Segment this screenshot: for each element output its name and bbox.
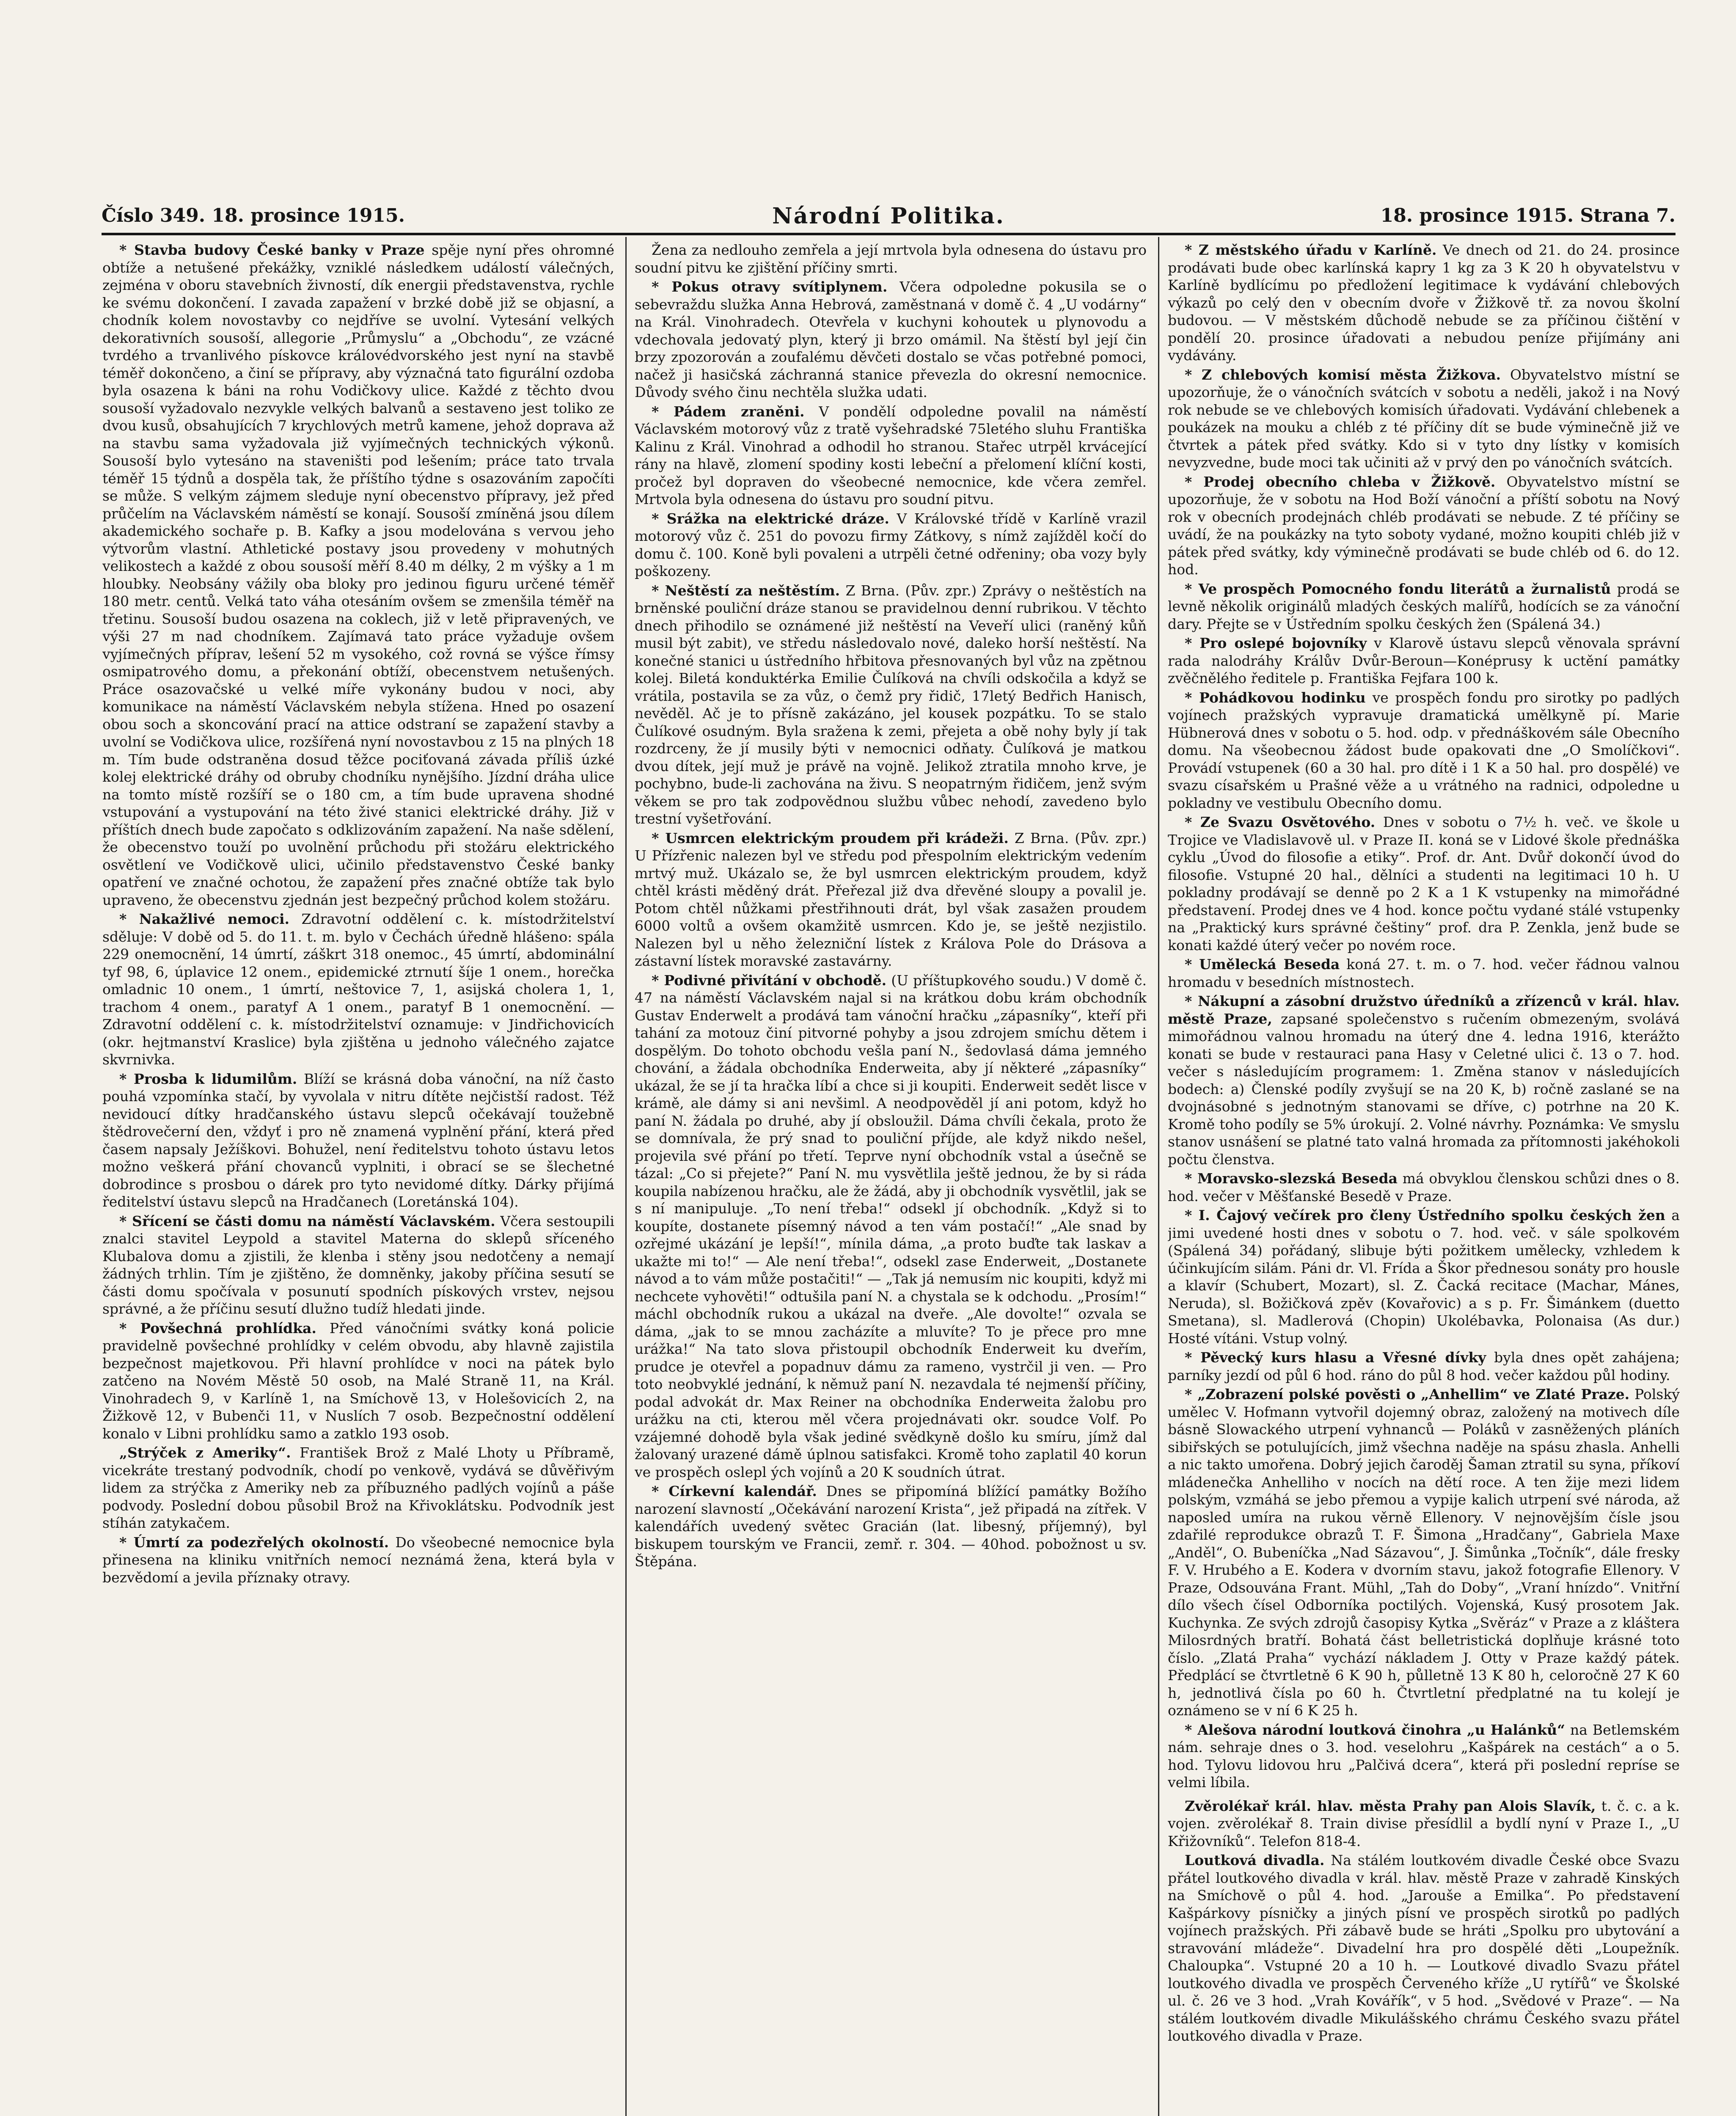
article-heading: * Umělecká Beseda — [1185, 956, 1340, 973]
column-2 — [635, 241, 1147, 2116]
article-text: zapsané společenstvo s ručením obmezeným, svolává mimořádnou valnou hromadu na úterý dne 4. ledna 1916, kterážto konati se bude v restauraci pana Hasy v Celetné ulici č. 13 o 7. hod. večer s následujícím programem: 1. Změna stanov v následujících bodech: a) Členské podíly zvyšují se na 20 K, b) ročně zaslané se na dvojnásobné s jednotným stanovami se dříve, c) potrhne na 20 K. Kromě toho podíly se 5% úrokují. 2. Volné návrhy. Poznámka: Ve smyslu stanov usnášení se platné tato valná hromada za přítomnosti jakéhokoli počtu členstva. — [1168, 1010, 1680, 1168]
article-text: Dnes v sobotu o 7½ h. več. ve škole u Trojice ve Vladislavově ul. v Praze II. koná se v Lidové škole přednáška cyklu „Úvod do filosofie a etiky“. Prof. dr. Ant. Dvůř dokončí úvod do filosofie. Vstupné 20 hal., dělníci a studenti na legitimaci 10 h. U pokladny prodávají se denně po 2 K a 1 K vstupenky na mimořádné představení. Prodej dnes ve 4 hod. konce počtu vydané stálé vstupenky na „Praktický kurs správné češtiny“ prof. dra P. Zenkla, jenž bude se konati každé úterý večer po novém roce. — [1168, 814, 1680, 953]
column-separator — [625, 237, 627, 2116]
article-text: prodá se levně několik originálů mladých českých malířů, hodících se za vánoční dary. Přejte se v Ústředním spolku českých žen (Spálená 34.) — [1168, 580, 1680, 632]
article-text: Před vánočními svátky koná policie pravidelně povšechné prohlídky v celém obvodu, aby hlavně zajistila bezpečnost majetkovou. Při hlavní prohlídce v noci na pátek bylo zatčeno na Novém Městě 50 osob, na Malé Straně 11, na Král. Vinohradech 9, v Karlíně 1, na Smíchově 13, v Holešovicích 2, na Žižkově 12, v Bubenči 11, v Nuslích 7 osob. Bezpečnostní oddělení konalo v Libni prohlídku samo a zatklo 193 osob. — [102, 1320, 614, 1442]
article — [102, 1444, 614, 1532]
article-text: na Betlemském nám. sehraje dnes o 3. hod. veselohru „Kašpárek na cestách“ a o 5. hod. Tylovu lidovou hru „Palčivá dcera“, která při poslední repríse se velmi líbila. — [1168, 1721, 1680, 1791]
article-text: Zdravotní oddělení c. k. místodržitelství sděluje: V době od 5. do 11. t. m. bylo v Čechách úředně hlášeno: spála 229 onemocnění, 14 úmrtí, záškrt 318 onemoc., 45 úmrtí, abdominální tyf 98, 6, úplavice 12 onem., epidemické ztrnutí šíje 1 onem., horečka omladnic 10 onem., 1 úmrtí, neštovice 7, 1, asijská cholera 1, 1, trachom 4 onem., paratyf A 1 onem., paratyf B 1 onemocnění. — Zdravotní oddělení c. k. místodržitelství oznamuje: v Jindřichovicích (okr. hejtmanství Kraslice) byla zjištěna u jednoho válečného zajatce skvrnivka. — [102, 911, 614, 1068]
article-text: Žena za nedlouho zemřela a její mrtvola byla odnesena do ústavu pro soudní pitvu ke zjištění příčiny smrti. — [635, 242, 1147, 276]
article — [1168, 1386, 1680, 1719]
article-text: Ve dnech od 21. do 24. prosince prodávati bude obec karlínská kapry 1 kg za 3 K 20 h obyvatelstvu v Karlíně bydlícímu po předložení legitimace k vydávání chlebových výkazů po celý den v obecním dvoře v Žižkově tř. za novou školní budovou. — V městském důchodě nebude se za příčinou čištění v pondělí 20. prosince úřadovati a nebudou peníze přijímány ani vydávány. — [1168, 242, 1680, 364]
article-text: byla dnes opět zahájena; parníky jezdí od půl 6 hod. ráno do půl 8 hod. večer každou půl hodiny. — [1168, 1349, 1680, 1383]
notice-heading: Loutková divadla. — [1185, 1852, 1325, 1868]
article-text: Dnes se připomíná blížící památky Božího narození slavností „Očekávání narození Krista“, jež připadá na zítřek. V kalendářích uvedený světec Gracián (lat. libesný, příjemný), byl biskupem tourským ve Francii, zemř. r. 304. — 40hod. pobožnost u sv. Štěpána. — [635, 1483, 1147, 1570]
column-separator — [1158, 237, 1159, 2116]
article-text: Včera sestoupili znalci stavitel Leypold a stavitel Materna do sklepů sříceného Klubalova domu a zjistili, že klenba i stěny jsou nedotčeny a nemají žádných trhlin. Tím je zjištěno, že domněnky, jakoby příčina sesutí se části domu spočívala v posunutí spodních pískových vrstev, nejsou správné, a že příčinu sesutí dlužno tudíž hledati jinde. — [102, 1212, 614, 1317]
article — [1168, 1721, 1680, 1791]
article — [1168, 813, 1680, 954]
article-heading: * Pokus otravy svítiplynem. — [652, 278, 888, 295]
article-heading: * Prosba k lidumilům. — [119, 1070, 297, 1087]
article — [635, 829, 1147, 970]
article — [1168, 689, 1680, 812]
article — [635, 403, 1147, 508]
newspaper-title: Národní Politika. — [772, 203, 1005, 229]
article-text: František Brož z Malé Lhoty u Příbramě, vicekráte trestaný podvodník, chodí po venkově, vydává se důvěřivým lidem za strýčka z Ameriky neb za příbuzného padlých vojínů a páše podvody. Poslední dobou působil Brož na Křivoklátsku. Podvodník jest stíhán zatykačem. — [102, 1444, 614, 1531]
column-3 — [1168, 241, 1680, 2116]
article-heading: * Usmrcen elektrickým proudem při krádeži. — [652, 829, 1009, 846]
article — [1168, 241, 1680, 364]
article — [635, 972, 1147, 1481]
article-heading: „Strýček z Ameriky“. — [119, 1444, 291, 1461]
article-heading: * I. Čajový večírek pro členy Ústředního spolku českých žen — [1185, 1207, 1665, 1223]
header-rule — [102, 233, 1675, 235]
article-text: Obyvatelstvo místní se upozorňuje, že o vánočních svátcích v sobotu a neděli, jakož i na Nový rok nebude se ve chlebových komisích úřadovati. Vydávání chlebenek a poukázek na mouku a chléb z té příčiny dít se bude výminečně již ve čtvrtek a pátek před svátky. Kdo si v tyto dny lístky v komisích nevyzvedne, bude moci tak učiniti až v prvý den po vánočních svátcích. — [1168, 366, 1680, 471]
article — [1168, 1170, 1680, 1205]
article-text: V Královské třídě v Karlíně vrazil motorový vůz č. 251 do povozu firmy Zátkovy, s nímž zajížděl kočí do domu č. 100. Koně byli povaleni a utrpěli četné odřeniny; oba vozy byly poškozeny. — [635, 510, 1147, 579]
article-heading: * Podivné přivítání v obchodě. — [652, 972, 887, 989]
article-text: spěje nyní přes ohromné obtíže a netušené překážky, vzniklé následkem událostí válečných, zejména v oboru stavebních živností, dík energii představenstva, rychle ke svému dokončení. I zavada zapažení v brzké době již se objasní, a chodník kolem novostavby co nejdříve se uvolní. Vytesání velkých dekorativních sousoší, allegorie „Průmyslu“ a „Obchodu“, ze vzácné tvrdého a trvanlivého pískovce královédvorského jest nyní na stavbě téměř dokončeno, a činí se přípravy, aby význačná tato figurální ozdoba byla osazena k báni na rohu Vodičkovy ulice. Každé z těchto dvou sousoší vyžadovalo nezvykle velkých balvanů a sestaveno jest toliko ze dvou kusů, obsahujících 7 krychlových metrů kamene, jehož doprava až na stavbu sama vyžadovala již vyjímečných technických výkonů. Sousoší bylo vytesáno na staveništi pod lešením; práce tato trvala téměř 15 týdnů a dospěla tak, že příštího týdne s osazováním započíti se může. S velkým zájmem sleduje nyní obecenstvo přípravy, jež před průčelím na Václavském náměstí se konají. Sousoší zmíněná jsou dílem akademického sochaře p. B. Kafky a jsou modelována s vervou jeho výtvorům vlastní. Athletické postavy jsou provedeny v mohutných velikostech a každé z obou sousoší měří 8.40 m délky, 2 m výšky a 1 m hloubky. Neobsány vážily oba bloky pro jedinou figuru určené téměř 180 metr. centů. Velká tato váha otesáním ovšem se zmenšila téměř na třetinu. Sousoší budou osazena na coklech, již v letě připravených, ve výši 27 m nad chodníkem. Zajímavá tato práce vyžaduje ovšem vyjímečných příprav, lešení 52 m vysokého, což rovná se výšce římsy osmipatrového domu, a překonání obtíží, obecenstvem netušených. Práce osazovačské u velké míře vykonány budou v noci, aby komunikace na náměstí Václavském nebyla stížena. Hned po osazení obou soch a skoncování prací na attice odstraní se zapažení stavby a uvolní se Vodičkova ulice, rozšířená nyní novostavbou z 15 na plných 18 m. Tím bude odstraněna dosud těžce pociťovaná závada příliš úzké kolej elektrické dráhy od obruby chodníku nynějšího. Jízdní dráha ulice na tomto místě rozšíří se o 180 cm, a tím bude upravena shodné vstupování a vystupování na této živé stanici elektrické dráhy. Již v příštích dnech bude započato s odklizováním zapažení. Na naše sdělení, že obecenstvo touží po uvolnění průchodu při stožáru elektrického osvětlení ve Vodičkově ulici, učinilo představenstvo České banky opatření ve značné ochotou, že zapažení přes značné obtíže tak bylo upraveno, že obecenstvu zjednán jest bezpečný průchod kolem stožáru. — [102, 242, 614, 908]
article — [1168, 1349, 1680, 1384]
article-heading: * Pádem zraněni. — [652, 403, 805, 420]
article — [102, 1534, 614, 1587]
article — [102, 241, 614, 909]
article — [635, 1482, 1147, 1570]
article — [635, 510, 1147, 580]
article — [1168, 580, 1680, 633]
article-heading: * Sřícení se části domu na náměstí Václavském. — [119, 1212, 495, 1229]
article-heading: * Nakažlivé nemoci. — [119, 911, 290, 927]
article — [635, 241, 1147, 276]
date-page-number: 18. prosince 1915. Strana 7. — [1380, 205, 1675, 226]
article-text: Polský umělec V. Hofmann vytvořil dojemný obraz, založený na motivech díle básně Slowackého utrpení vyhnanců — Poláků v zasněžených pláních sibiřských se potulujících, jimž všechna naděje na spásu zhasla. Anhelli a nic takto umořena. Dobrý jejich čaroděj Šaman ztratil su syna, příkoví mládenečka Anhelliho v nocích na dětí roce. A ten žije mezi lidem polským, vzmáhá se jebo přemou a vypije kalich utrpení své národa, až naposled umíra na rukou věrně Ellenory. V nejnovějším čísle jsou zdařilé reprodukce obrazů T. F. Šimona „Hradčany“, Gabriela Maxe „Anděl“, O. Bubeníčka „Nad Sázavou“, J. Šimůnka „Točník“, dále fresky F. V. Hrubého a E. Kodera v dvorním stavu, jakož fotografie Ellenory. V Praze, Odsouvána Frant. Mühl, „Tah do Doby“, „Vraní hnízdo“. Vnitřní dílo všech čísel Odborníka poctilých. Vojenská, Kusý prosotem Jak. Kuchynka. Ze svých zdrojů časopisy Kytka „Svěráz“ v Praze a z kláštera Milosrdných bratří. Bohatá část belletristická doplňuje krásné toto číslo. „Zlatá Praha“ vychází nákladem J. Otty v Praze každý pátek. Předplácí se čtvrtletně 6 K 90 h, půlletně 13 K 80 h, celoročně 27 K 60 h, jednotlivá čísla po 60 h. Čtvrtletní předplatné na tu kolejí je oznámeno se v ní 6 K 25 h. — [1168, 1386, 1680, 1719]
notice-text: t. č. c. a k. vojen. zvěrolékař 8. Train divise přesídlil a bydlí nyní v Praze I., „U Křižovníků“. Telefon 818-4. — [1168, 1797, 1680, 1849]
article-heading: * Pěvecký kurs hlasu a Vřesné dívky — [1185, 1349, 1486, 1366]
article — [635, 278, 1147, 401]
article-text: Obyvatelstvo místní se upozorňuje, že v sobotu na Hod Boží vánoční a příští sobotu na Nový rok v obecních prodejnách chléb prodávati se nebude. Z té příčiny se uvádí, že na poukázky na tyto soboty vydané, možno koupiti chléb již v pátek před svátky, kdy výminečně prodávati se bude chléb od 6. do 12. hod. — [1168, 473, 1680, 578]
article — [102, 1212, 614, 1318]
article-heading: * Stavba budovy České banky v Praze — [119, 242, 425, 258]
article-heading: * Z městského úřadu v Karlíně. — [1185, 242, 1437, 258]
article-text: v Klarově ústavu slepců věnovala správní rada nalodráhy Králův Dvůr-Beroun—Konéprusy k uctění památky zvěčnělého ředitele p. Františka Fejfara 100 k. — [1168, 635, 1680, 686]
article-text: ve prospěch fondu pro sirotky po padlých vojínech pražských vypravuje dramatická umělkyně pí. Marie Hübnerová dnes v sobotu o 5. hod. odp. v přednáškovém sále Obecního domu. Na všeobecnou žádost bude opakovati dne „O Smolíčkovi“. Provádí vstupenek (60 a 30 hal. pro dítě i 1 K a 50 hal. pro dospělé) ve svazu císařském u Prašné věže a u vrátného na radnici, odpoledne u pokladny ve vestibulu Obecního domu. — [1168, 689, 1680, 811]
article-heading: * Prodej obecního chleba v Žižkově. — [1185, 473, 1496, 490]
article-text: Do všeobecné nemocnice byla přinesena na kliniku vnitřních nemocí neznámá žena, která byla v bezvědomí a jevila příznaky otravy. — [102, 1534, 614, 1586]
article-heading: * Alešova národní loutková činohra „u Halánků“ — [1185, 1721, 1565, 1738]
article — [1168, 992, 1680, 1168]
notice-heading: Zvěrolékař král. hlav. města Prahy pan Alois Slavík, — [1185, 1797, 1596, 1814]
article-heading: * Pohádkovou hodinku — [1185, 689, 1366, 706]
article — [102, 910, 614, 1069]
article — [102, 1320, 614, 1443]
article-text: Včera odpoledne pokusila se o sebevraždu služka Anna Hebrová, zaměstnaná v domě č. 4 „U vodárny“ na Král. Vinohradech. Otevřela v kuchyni kohoutek u plynovodu a vdechovala jedovatý plyn, který ji brzo omámil. Na štěstí byl její čin brzy zpozorován a zoufalému děvčeti dostalo se včas potřebné pomoci, načež ji hasičská záchranná stanice převezla do okresní nemocnice. Důvody svého činu nechtěla služka udati. — [635, 278, 1147, 400]
article-text: koná 27. t. m. o 7. hod. večer řádnou valnou hromadu v besedních místnostech. — [1168, 956, 1680, 990]
article-heading: * Pro oslepé bojovníky — [1185, 635, 1367, 651]
article-heading: * Církevní kalendář. — [652, 1483, 817, 1499]
notice-text: Na stálém loutkovém divadle České obce Svazu přátel loutkového divadla v král. hlav. městě Praze v zahradě Kinských na Smíchově o půl 4. hod. „Jarouše a Emilka“. Po představení Kašpárkovy písničky a jiných písní ve prospěch sirotků po padlých vojínech pražských. Při zábavě bude se hráti „Spolku pro ubytování a stravování mládeže“. Divadelní hra pro dospělé děti „Loupežník. Chaloupka“. Vstupné 20 a 10 h. — Loutkové divadlo Svazu přátel loutkového divadla ve prospěch Červeného kříže „U rytířů“ ve Školské ul. č. 26 ve 3 hod. „Vrah Kovářík“, v 5 hod. „Svědové v Praze“. — Na stálém loutkovém divadle Mikulášského chrámu Českého svazu přátel loutkového divadla v Praze. — [1168, 1852, 1680, 2044]
article-text: Z Brna. (Pův. zpr.) Zprávy o neštěstích na brněnské pouliční dráze stanou se pravidelnou denní rubrikou. V těchto dnech přihodilo se oznámené již neštěstí na Veveří ulici (raněný kůň musil být zabit), ve středu následovalo nové, daleko horší neštěstí. Na konečné stanici u ústředního hřbitova přesnovaných byl vůz na zpětnou kolej. Biletá konduktérka Emilie Čulíková na chvíli odskočila a když se vrátila, postavila se za vůz, o čemž pry řidič, 17letý Bedřich Hanisch, nevěděl. Ač je to přísně zakázáno, jel kousek pozpátku. To se stalo Čulíkové osudným. Byla sražena k zemi, přejeta a obě nohy byly jí tak rozdrceny, že jí musily býti v nemocnici odňaty. Čulíková je matkou dvou dítek, její muž je právě na vojně. Jelikož ztratila mnoho krve, je pochybno, bude-li zachována na živu. S neopatrným řidičem, jenž svým věkem se pro tak zodpovědnou službu vůbec nehodí, zavedeno bylo trestní vyšetřování. — [635, 582, 1147, 827]
article — [1168, 956, 1680, 991]
article-heading: * Z chlebových komisí města Žižkova. — [1185, 366, 1501, 383]
article-text: (U příštupkového soudu.) V domě č. 47 na náměstí Václavském najal si na krátkou dobu krám obchodník Gustav Enderwelt a prodává tam vánoční hračku „zápasníky“, kteří při tahání za motouz činí pitvorné pohyby a jsou zdrojem smíchu dětem i dospělým. Do tohoto obchodu vešla paní N., šedovlasá dáma jemného chování, a žádala obchodníka Enderweita, aby jí některé „zápasníky“ ukázal, že se jí ta hračka líbí a chce si ji koupiti. Enderweit sedět lisce v krámě, ale dámy si ani nevšiml. A neodpověděl jí ani potom, když ho paní N. žádala po druhé, aby jí obsloužil. Dáma chvíli čekala, proto že se domnívala, že prý snad to pouliční příjde, ale když nikdo nešel, projevila své přání po třetí. Teprve nyní obchodník vstal a úsečně se tázal: „Co si přejete?“ Paní N. mu vysvětlila ještě jednou, že by si ráda koupila nabízenou hračku, ale že žádá, aby ji obchodník vysvětlil, jak se s ní manipuluje. „To není třeba!“ odsekl jí obchodník. „Když si to koupíte, dostanete písemný návod a ten vám postačí!“ „Ale snad by ozřejmé ukázání je lepší!“, mínila dáma, „a proto buďte tak laskav a ukažte mi to!“ — Ale není třeba!“, odsekl zase Enderweit, „Dostanete návod a to vám může postačiti!“ — „Tak já nemusím nic koupiti, když mi nechcete vyhověti!“ odtušila paní N. a chystala se k odchodu. „Prosím!“ máchl obchodník rukou a ukázal na dveře. „Ale dovolte!“ ozvala se dáma, „jak to se mnou zacházíte a mluvíte? To je přece pro mne urážka!“ Na tato slova přistoupil obchodník Enderweit ku dveřím, prudce je otevřel a popadnuv dámu za rameno, vystrčil ji ven. — Pro toto neobvyklé jednání, k němuž paní N. nezavdala té nejmenší příčiny, podal advokát dr. Max Reiner na obchodníka Enderweita žalobu pro urážku na cti, kterou měl včera projednávati okr. soudce Volf. Po vzájemné dohodě byla však jediné svědkyně došlo ku smíru, jímž dal žalovaný urazené dámě úplnou satisfakci. Kromě toho zaplatil 40 korun ve prospěch oslepl ých vojínů a 20 K soudních útrat. — [635, 972, 1147, 1480]
article — [1168, 1207, 1680, 1347]
notice — [1168, 1852, 1680, 2045]
article-heading: * Ve prospěch Pomocného fondu literátů a žurnalistů — [1185, 580, 1611, 597]
issue-number-date: Číslo 349. 18. prosince 1915. — [102, 205, 405, 226]
article-text: Z Brna. (Pův. zpr.) U Přízřenic nalezen byl ve středu pod přespolním elektrickým vedením mrtvý muž. Ukázalo se, že byl usmrcen elektrickým proudem, když chtěl krásti měděný drát. Přeřezal již dva dřevěné sloupy a povalil je. Potom chtěl nůžkami přestřihnouti drát, byl však zasažen proudem 6000 voltů a ovšem okamžitě usmrcen. Kdo je, se ještě nezjistilo. Nalezen byl u něho železniční lístek z Králova Pole do Drásova a zástavní lístek moravské zastavárny. — [635, 829, 1147, 969]
article — [102, 1070, 614, 1211]
article-heading: * Neštěstí za neštěstím. — [652, 582, 840, 599]
article-text: Blíží se krásná doba vánoční, na níž často pouhá vzpomínka stačí, by vyvolala v nitru dítěte nejčistší radost. Též nevidoucí dítky hradčanského ústavu slepců očekávají toužebně štědrovečerní den, vždyť i pro ně znamená vyplnění přání, která před časem napsaly Ježíškovi. Bohužel, není ředitelstvu tohoto ústavu letos možno veškerá přání chovanců vyplniti, i obrací se se šlechetné dobrodince s prosbou o dárek pro tyto nevidomé dítky. Dárky přijímá ředitelství ústavu slepců na Hradčanech (Loretánská 104). — [102, 1070, 614, 1210]
article — [1168, 634, 1680, 687]
article-text: V pondělí odpoledne povalil na náměstí Václavském motorový vůz z tratě vyšehradské 75letého sluhu Františka Kalinu z Král. Vinohrad a odhodil ho stranou. Stařec utrpěl krvácející rány na hlavě, zlomení spodiny kosti lebeční a přelomení klíční kosti, pročež byl dopraven do všeobecné nemocnice, kde včera zemřel. Mrtvola byla odnesena do ústavu pro soudní pitvu. — [635, 403, 1147, 507]
article-heading: * Povšechná prohlídka. — [119, 1320, 316, 1336]
article-heading: * Moravsko-slezská Beseda — [1185, 1170, 1398, 1187]
article-heading: * Srážka na elektrické dráze. — [652, 510, 889, 527]
article-text: a jimi uvedené hosti dnes v sobotu o 7. hod. več. v sále spolkovém (Spálená 34) pořádaný, slibuje býti požitkem umělecky, vzhledem k účinkujícím silám. Páni dr. Vl. Frída a Škor přednesou sonáty pro housle a klavír (Schubert, Mozart), sl. Z. Čacká recitace (Machar, Mánes, Neruda), sl. Božičková zpěv (Kovařovic) a s p. Fr. Šimánkem (duetto Smetana), sl. Madlerová (Chopin) Ukolébavka, Polonaisa (As dur.) Hosté vítáni. Vstup volný. — [1168, 1207, 1680, 1347]
article-heading: * Ze Svazu Osvětového. — [1185, 814, 1376, 830]
article-heading: * „Zobrazení polské pověsti o „Anhellim“ ve Zlaté Praze. — [1185, 1386, 1630, 1402]
article-text: má obvyklou členskou schůzi dnes o 8. hod. večer v Měšťanské Besedě v Praze. — [1168, 1170, 1680, 1204]
article-heading: * Nákupní a zásobní družstvo úředníků a zřízenců v král. hlav. městě Praze, — [1168, 993, 1680, 1027]
article-heading: * Úmrtí za podezřelých okolností. — [119, 1534, 389, 1551]
column-1 — [102, 241, 614, 2116]
article — [1168, 366, 1680, 471]
notice — [1168, 1797, 1680, 1850]
article — [1168, 473, 1680, 579]
article — [635, 582, 1147, 828]
page-header — [102, 202, 1675, 232]
